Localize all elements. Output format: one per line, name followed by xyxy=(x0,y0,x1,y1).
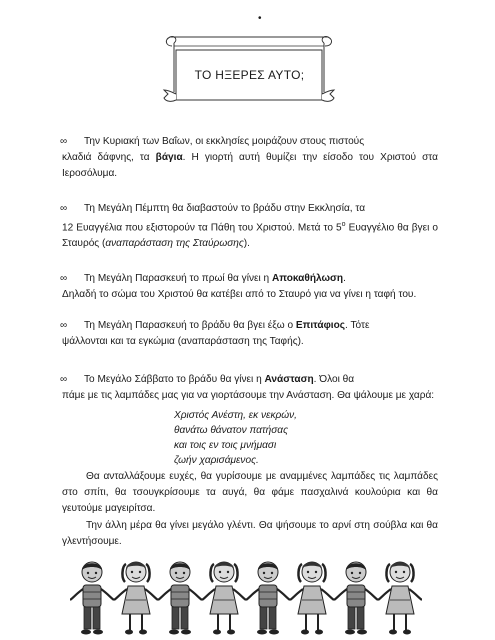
hymn-line: ζωήν χαρισάμενος. xyxy=(174,455,259,467)
item-text: Τη Μεγάλη Παρασκευή το πρωί θα γίνει η xyxy=(84,273,272,285)
title-banner xyxy=(162,32,337,106)
item-bold-text: Αποκαθήλωση xyxy=(271,273,344,285)
item-text: . Τότε xyxy=(345,320,370,332)
item-text: . Η γιορτή αυτή θυμίζει την είσοδο του Χριστού στα Ιεροσόλυμα. xyxy=(62,152,438,179)
item-text: 12 Ευαγγέλια που εξιστορούν τα Πάθη του Χριστού. Μετά το 5 xyxy=(62,222,342,234)
infinity-bullet-icon: ∞ xyxy=(60,320,68,332)
item-bold-text: Επιτάφιος xyxy=(295,320,346,332)
infinity-bullet-icon: ∞ xyxy=(60,374,68,386)
item-superscript: ο xyxy=(341,221,346,228)
hymn-line: και τοις εν τοις μνήμασι xyxy=(174,440,277,452)
list-item xyxy=(62,201,438,252)
item-rest xyxy=(62,150,438,182)
item-first-line: Την Κυριακή των Βαΐων, οι εκκλησίες μοιράζουν στους πιστούς xyxy=(84,136,365,147)
item-text: Το Μεγάλο Σάββατο το βράδυ θα γίνει η xyxy=(84,374,265,386)
item-italic-text: αναπαράσταση της Σταύρωσης xyxy=(105,238,244,250)
decorative-dot: • xyxy=(258,13,262,24)
item-rest: ψάλλονται και τα εγκώμια (αναπαράσταση της Ταφής). xyxy=(62,336,304,348)
item-bold-text: βάγια xyxy=(155,152,183,163)
item-rest: πάμε με τις λαμπάδες μας για να γιορτάσουμε την Ανάσταση. Θα ψάλουμε με χαρά: xyxy=(62,390,435,402)
item-first-line xyxy=(62,271,438,287)
hymn-line: θανάτω θάνατον πατήσας xyxy=(174,425,288,437)
item-bold-text: Ανάσταση xyxy=(264,374,314,386)
girl-figure-icon xyxy=(114,556,158,638)
easter-hymn xyxy=(174,408,438,468)
hymn-line: Χριστός Ανέστη, εκ νεκρών, xyxy=(174,410,297,422)
boy-figure-icon xyxy=(334,556,378,638)
girl-figure-icon xyxy=(378,556,422,638)
item-rest xyxy=(62,217,438,252)
item-text: κλαδιά δάφνης, τα xyxy=(62,152,156,163)
infinity-bullet-icon: ∞ xyxy=(60,203,68,214)
banner-title: ΤΟ ΗΞΕΡΕΣ ΑΥΤΟ; xyxy=(194,68,305,82)
list-item xyxy=(62,318,438,350)
item-text: Ευαγγέλιο θα βγει ο Σταυρός ( xyxy=(62,222,438,250)
facts-list xyxy=(62,134,438,550)
item-first-line xyxy=(62,318,438,334)
closing-paragraph: Θα ανταλλάξουμε ευχές, θα γυρίσουμε με αναμμένες λαμπάδες τις λαμπάδες στο σπίτι, θα τσουγκρίσουμε τα αυγά, θα φάμε πασχαλινά κουλούρια και θα γευτούμε μαγειρίτσα. xyxy=(62,471,438,515)
list-item xyxy=(62,134,438,182)
infinity-bullet-icon: ∞ xyxy=(60,136,68,147)
item-first-line: Τη Μεγάλη Πέμπτη θα διαβαστούν το βράδυ στην Εκκλησία, τα xyxy=(84,203,366,214)
item-first-line xyxy=(62,372,438,388)
boy-figure-icon xyxy=(246,556,290,638)
boy-figure-icon xyxy=(70,556,114,638)
item-rest: Δηλαδή το σώμα του Χριστού θα κατέβει από το Σταυρό για να γίνει η ταφή του. xyxy=(62,289,417,301)
item-text: . Όλοι θα xyxy=(313,374,355,386)
girl-figure-icon xyxy=(290,556,334,638)
list-item xyxy=(62,271,438,303)
list-item xyxy=(62,372,438,550)
boy-figure-icon xyxy=(158,556,202,638)
item-text: Τη Μεγάλη Παρασκευή το βράδυ θα βγει έξω ο xyxy=(84,320,296,332)
children-border xyxy=(70,556,422,638)
girl-figure-icon xyxy=(202,556,246,638)
item-text: ). xyxy=(243,238,250,250)
item-text: . xyxy=(343,273,346,285)
infinity-bullet-icon: ∞ xyxy=(60,273,68,285)
closing-paragraph: Την άλλη μέρα θα γίνει μεγάλο γλέντι. Θα ψήσουμε το αρνί στη σούβλα και θα γλεντήσουμε. xyxy=(62,520,438,548)
